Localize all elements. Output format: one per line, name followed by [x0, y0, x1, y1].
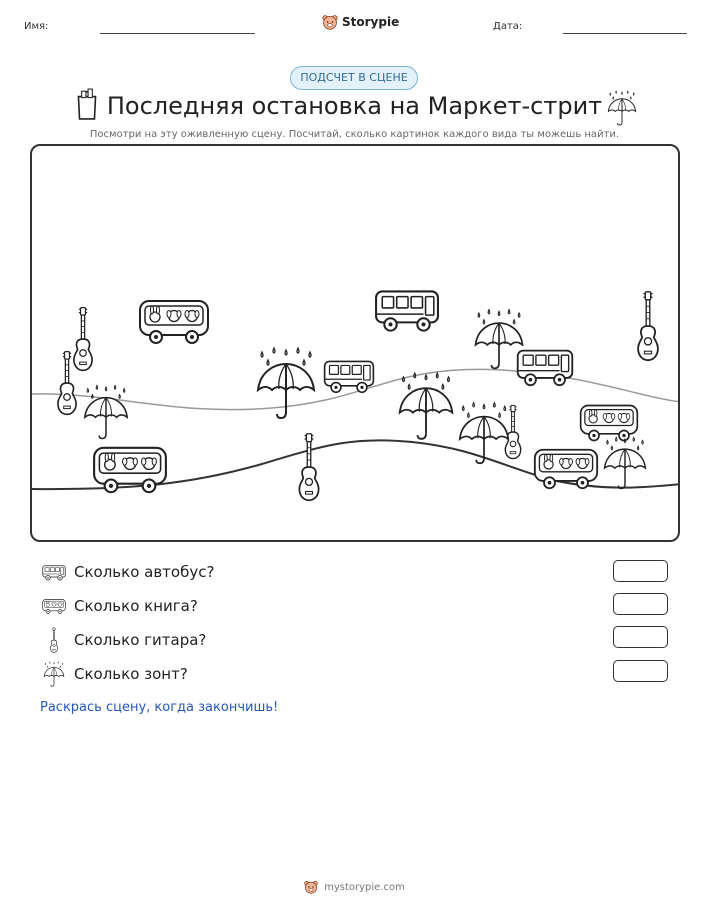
counting-scene	[30, 144, 680, 542]
umbrella-5	[460, 403, 508, 464]
umbrella-icon	[606, 90, 638, 126]
animal-bus-3	[581, 406, 638, 441]
umbrella-icon	[42, 661, 66, 687]
guitar-4	[505, 405, 520, 458]
bear-icon	[322, 14, 338, 30]
category-badge: ПОДСЧЕТ В СЦЕНЕ	[290, 66, 418, 90]
footer	[0, 880, 709, 894]
guitar-3	[299, 434, 318, 501]
answer-box-3[interactable]	[613, 626, 668, 648]
question-text: Сколько книга?	[74, 597, 198, 615]
guitar-icon	[48, 627, 60, 653]
scene-drawing	[32, 146, 680, 542]
guitar-1	[74, 308, 92, 371]
bus-1	[376, 291, 438, 330]
umbrella-1	[85, 386, 127, 439]
question-3	[42, 630, 206, 650]
answer-box-2[interactable]	[613, 593, 668, 615]
footer-url[interactable]: mystorypie.com	[324, 881, 405, 893]
brand-logo	[322, 14, 399, 30]
question-text: Сколько автобус?	[74, 563, 215, 581]
animal-bus-1	[140, 301, 208, 343]
color-instruction: Раскрась сцену, когда закончишь!	[40, 700, 279, 715]
page-title: Последняя остановка на Маркет-стрит	[106, 92, 603, 120]
name-label: Имя:	[24, 21, 49, 32]
answer-box-1[interactable]	[613, 560, 668, 582]
umbrella-2	[258, 348, 314, 418]
question-2	[42, 596, 198, 616]
question-1	[42, 562, 214, 582]
guitar-5	[638, 292, 658, 360]
page-subtitle: Посмотри на эту оживленную сцену. Посчитай, сколько картинок каждого вида ты можешь найти.	[89, 129, 620, 140]
date-label: Дата:	[493, 21, 523, 32]
animal-bus-2	[94, 448, 166, 492]
bus-icon	[42, 564, 66, 581]
question-text: Сколько гитара?	[74, 631, 207, 649]
bus-3	[518, 351, 573, 386]
umbrella-6	[605, 437, 646, 488]
umbrella-3	[400, 373, 453, 439]
question-text: Сколько зонт?	[74, 665, 188, 683]
name-field[interactable]	[100, 33, 255, 34]
answer-box-4[interactable]	[613, 660, 668, 682]
bear-icon	[304, 880, 318, 894]
umbrella-4	[476, 310, 523, 369]
brand-name: Storypie	[342, 15, 400, 29]
question-4	[42, 664, 188, 684]
date-field[interactable]	[563, 33, 687, 34]
bus-2	[325, 361, 374, 392]
bus-icon	[42, 598, 66, 615]
